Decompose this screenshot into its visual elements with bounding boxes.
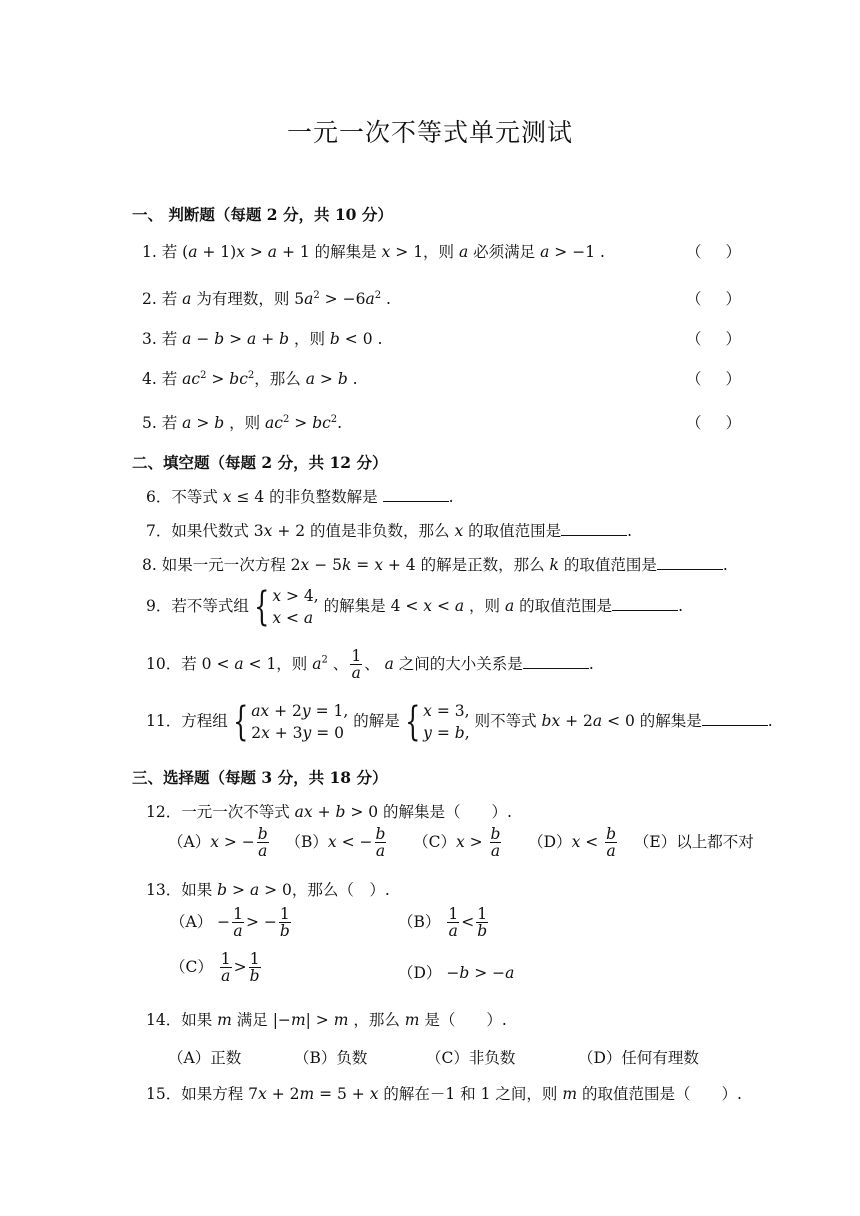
option-12-c[interactable]: （C）x > $\frac{b}{a}$	[413, 825, 501, 861]
section-heading-fill-in: 二、填空题（每题 2 分，共 12 分）	[132, 453, 388, 472]
answer-blank-8[interactable]	[657, 555, 723, 570]
question-6: 6．不等式 x ≤ 4 的非负整数解是 .	[146, 488, 454, 506]
answer-blank-11[interactable]	[702, 711, 768, 726]
section-heading-judgement: 一、 判断题（每题 2 分，共 10 分）	[132, 205, 393, 224]
answer-paren-4[interactable]: （ ）	[686, 370, 742, 388]
option-12-d[interactable]: （D）x < $\frac{b}{a}$	[528, 825, 617, 861]
question-12-options	[168, 826, 754, 860]
option-14-a[interactable]: （A）正数	[168, 1049, 242, 1067]
question-10: 10．若 0 < a < 1，则 $a^2$ 、 $\frac{1}{a}$ 、 a 之间的大小关系是 .	[146, 647, 594, 683]
option-13-d[interactable]: （D） −b > −a	[398, 964, 515, 982]
answer-paren-2[interactable]: （ ）	[686, 290, 742, 308]
option-12-b[interactable]: （B）x < − $\frac{b}{a}$	[285, 825, 386, 861]
question-12: 12．一元一次不等式 ax + b > 0 的解集是（ ）.	[146, 803, 512, 821]
option-12-e[interactable]: （E）以上都不对	[633, 832, 754, 851]
answer-paren-3[interactable]: （ ）	[686, 330, 742, 348]
question-14: 14．如果 m 满足 |−m| > m ，那么 m 是（ ）.	[146, 1011, 507, 1029]
option-12-a[interactable]: （A）x > − $\frac{b}{a}$	[168, 825, 268, 861]
question-4: 4. 若 $ac^2 > bc^2$，那么 a > b .	[142, 369, 358, 388]
question-15: 15．如果方程 7x + 2m = 5 + x 的解在－1 和 1 之间，则 m 的取值范围是（ ）.	[146, 1085, 742, 1103]
option-14-d[interactable]: （D）任何有理数	[578, 1049, 699, 1067]
question-3: 3. 若 a − b > a + b ，则 b < 0 .	[142, 330, 383, 348]
question-8: 8. 如果一元一次方程 2x − 5k = x + 4 的解是正数，那么 k 的取值范围是 .	[142, 556, 728, 574]
question-5: 5. 若 a > b ，则 $ac^2 > bc^2$.	[142, 413, 343, 432]
question-11: 11．方程组 { ax + 2y = 1, 2x + 3y = 0 的解是 { x = 3, y = b, 则不等式 bx + 2a < 0 的解集是 .	[146, 699, 773, 745]
page-title: 一元一次不等式单元测试	[286, 118, 573, 147]
option-14-c[interactable]: （C）非负数	[426, 1049, 516, 1067]
answer-paren-1[interactable]: （ ）	[686, 243, 742, 261]
option-14-b[interactable]: （B）负数	[294, 1049, 368, 1067]
question-9: 9．若不等式组 { x > 4, x < a 的解集是 4 < x < a ，则 a 的取值范围是 .	[146, 584, 684, 630]
section-heading-multiple-choice: 三、选择题（每题 3 分，共 18 分）	[132, 768, 388, 787]
answer-blank-7[interactable]	[561, 521, 627, 536]
option-13-c[interactable]: （C） $\frac{1}{a}$ > $\frac{1}{b}$	[170, 950, 260, 986]
question-7: 7．如果代数式 3x + 2 的值是非负数，那么 x 的取值范围是 .	[146, 522, 633, 540]
answer-paren-5[interactable]: （ ）	[686, 414, 742, 432]
answer-blank-10[interactable]	[523, 654, 589, 669]
option-13-b[interactable]: （B） $\frac{1}{a}$ < $\frac{1}{b}$	[398, 905, 488, 941]
answer-blank-6[interactable]	[383, 487, 449, 502]
question-1: 1. 若 (a + 1)x > a + 1 的解集是 x > 1，则 a 必须满足 a > −1 .	[142, 243, 605, 261]
question-13: 13．如果 b > a > 0，那么（ ）.	[146, 881, 390, 899]
question-2: 2. 若 a 为有理数，则 $5a^2 > -6a^2$ .	[142, 289, 391, 308]
answer-blank-9[interactable]	[612, 596, 678, 611]
option-13-a[interactable]: （A） − $\frac{1}{a}$ > − $\frac{1}{b}$	[170, 905, 290, 941]
